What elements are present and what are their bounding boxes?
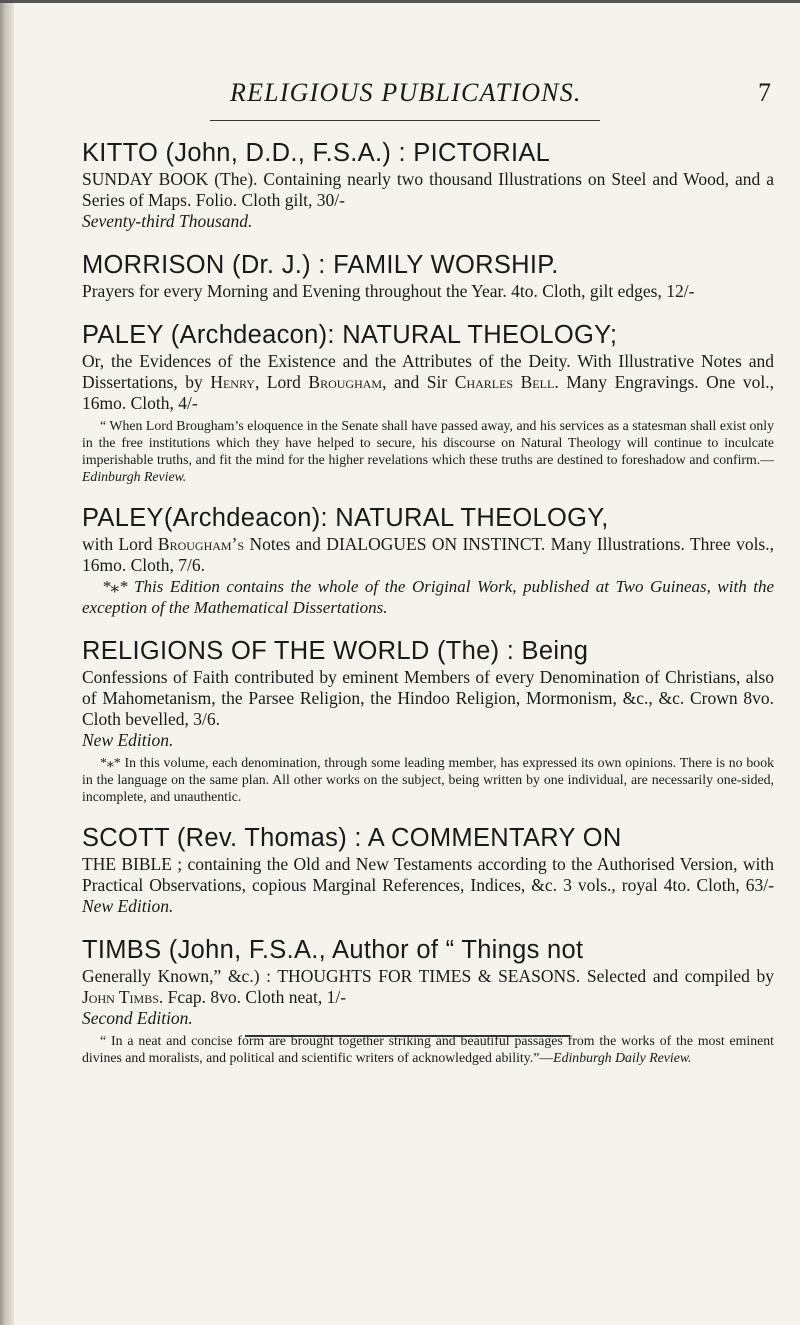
review-quote bbox=[82, 1032, 774, 1066]
header-rule bbox=[210, 120, 600, 121]
running-head bbox=[0, 78, 800, 118]
entry-body bbox=[82, 281, 774, 302]
entry-body bbox=[82, 966, 774, 1029]
quote-text: “ In a neat and concise form are brought together striking and beautiful passages from the works of the most eminent divines and moralists, and political and scientific writers of acknowledged ability.”— bbox=[82, 1033, 774, 1065]
entry-text: . Fcap. 8vo. Cloth neat, 1/- bbox=[158, 987, 347, 1007]
entry-text: Generally Known,” &c.) : THOUGHTS FOR TIMES & SEASONS. Selected and compiled by bbox=[82, 966, 774, 986]
page-number: 7 bbox=[758, 78, 771, 107]
entry-name: Henry bbox=[210, 372, 255, 392]
entry-text: THE BIBLE ; containing the Old and New Testaments according to the Authorised Version, with Practical Observations, copious Marginal References, Indices, &c. 3 vols., royal 4to. Cloth, 63/- bbox=[82, 854, 774, 895]
entry-name: Brougham’s bbox=[157, 534, 245, 554]
entry-text: Or, the Evidences of the Existence and the Attributes of the Deity. With Illustrative Notes and Dissertations, by bbox=[82, 351, 774, 392]
entry-body bbox=[82, 667, 774, 751]
entry-name: John Timbs bbox=[82, 987, 159, 1007]
catalogue-entries bbox=[82, 138, 774, 1084]
entry-heading: KITTO (John, D.D., F.S.A.) : PICTORIAL bbox=[82, 139, 551, 167]
entry-text: Notes and DIALOGUES ON INSTINCT. Many Illustrations. Three vols., 16mo. Cloth, 7/6. bbox=[82, 534, 774, 575]
entry-text: with Lord bbox=[82, 534, 158, 554]
end-rule bbox=[245, 1035, 570, 1037]
entry-heading: PALEY(Archdeacon): NATURAL THEOLOGY, bbox=[82, 504, 609, 532]
entry-text: SUNDAY BOOK (The). Containing nearly two thousand Illustrations on Steel and Wood, and a Series of Maps. Folio. Cloth gilt, 30/- bbox=[82, 169, 774, 210]
entry-paley-natural-theology bbox=[82, 320, 774, 485]
entry-religions-of-the-world bbox=[82, 636, 774, 805]
page-top-edge bbox=[0, 0, 800, 3]
entry-edition: New Edition. bbox=[82, 730, 174, 750]
entry-body bbox=[82, 169, 774, 232]
entry-text: , and Sir bbox=[382, 372, 455, 392]
entry-timbs bbox=[82, 935, 774, 1066]
entry-name: Brougham bbox=[308, 372, 383, 392]
entry-heading: PALEY (Archdeacon): NATURAL THEOLOGY; bbox=[82, 321, 618, 349]
entry-scott bbox=[82, 823, 774, 917]
entry-heading: SCOTT (Rev. Thomas) : A COMMENTARY ON bbox=[82, 824, 622, 852]
book-binding-shadow bbox=[0, 0, 14, 1325]
entry-heading: RELIGIONS OF THE WORLD (The) : Being bbox=[82, 637, 589, 665]
entry-note: *⁎* In this volume, each denomination, through some leading member, has expressed its own opinions. There is no book in the language on the same plan. All other works on the subject, being written by one individual, are necessarily one-sided, incomplete, and unauthentic. bbox=[82, 755, 774, 804]
quote-source: Edinburgh Review. bbox=[82, 469, 187, 484]
quote-text: “ When Lord Brougham’s eloquence in the Senate shall have passed away, and his services as a statesman shall exist only in the free institutions which they have helped to secure, his discourse on Natural Theology will continue to inculcate imperishable truths, and fit the mind for the higher revelations which these truths are destined to foreshadow and confirm.— bbox=[82, 418, 774, 467]
entry-text: Confessions of Faith contributed by eminent Members of every Denomination of Christians, also of Mahometanism, the Parsee Religion, the Hindoo Religion, Mormonism, &c., &c. Crown 8vo. Cloth bevelled, 3/6. bbox=[82, 667, 774, 729]
entry-paley-dialogues bbox=[82, 503, 774, 618]
entry-text: . Many Engravings. One vol., 16mo. Cloth, 4/- bbox=[82, 372, 774, 413]
entry-morrison bbox=[82, 250, 774, 302]
entry-heading: TIMBS (John, F.S.A., Author of “ Things not bbox=[82, 936, 584, 964]
entry-edition: Second Edition. bbox=[82, 1008, 193, 1028]
running-title: RELIGIOUS PUBLICATIONS. bbox=[230, 78, 582, 107]
entry-body bbox=[82, 351, 774, 414]
entry-edition: New Edition. bbox=[82, 896, 174, 916]
edition-note: *⁎* This Edition contains the whole of the Original Work, published at Two Guineas, with the exception of the Mathematical Dissertations. bbox=[82, 577, 774, 617]
entry-text: , Lord bbox=[254, 372, 309, 392]
entry-edition: Seventy-third Thousand. bbox=[82, 211, 253, 231]
quote-source: Edinburgh Daily Review. bbox=[553, 1050, 692, 1065]
review-quote bbox=[82, 417, 774, 485]
entry-kitto bbox=[82, 138, 774, 232]
entry-text: Prayers for every Morning and Evening throughout the Year. 4to. Cloth, gilt edges, 12/- bbox=[82, 281, 695, 301]
entry-heading: MORRISON (Dr. J.) : FAMILY WORSHIP. bbox=[82, 251, 559, 279]
entry-body bbox=[82, 854, 774, 917]
entry-body bbox=[82, 534, 774, 576]
entry-name: Charles Bell bbox=[454, 372, 555, 392]
